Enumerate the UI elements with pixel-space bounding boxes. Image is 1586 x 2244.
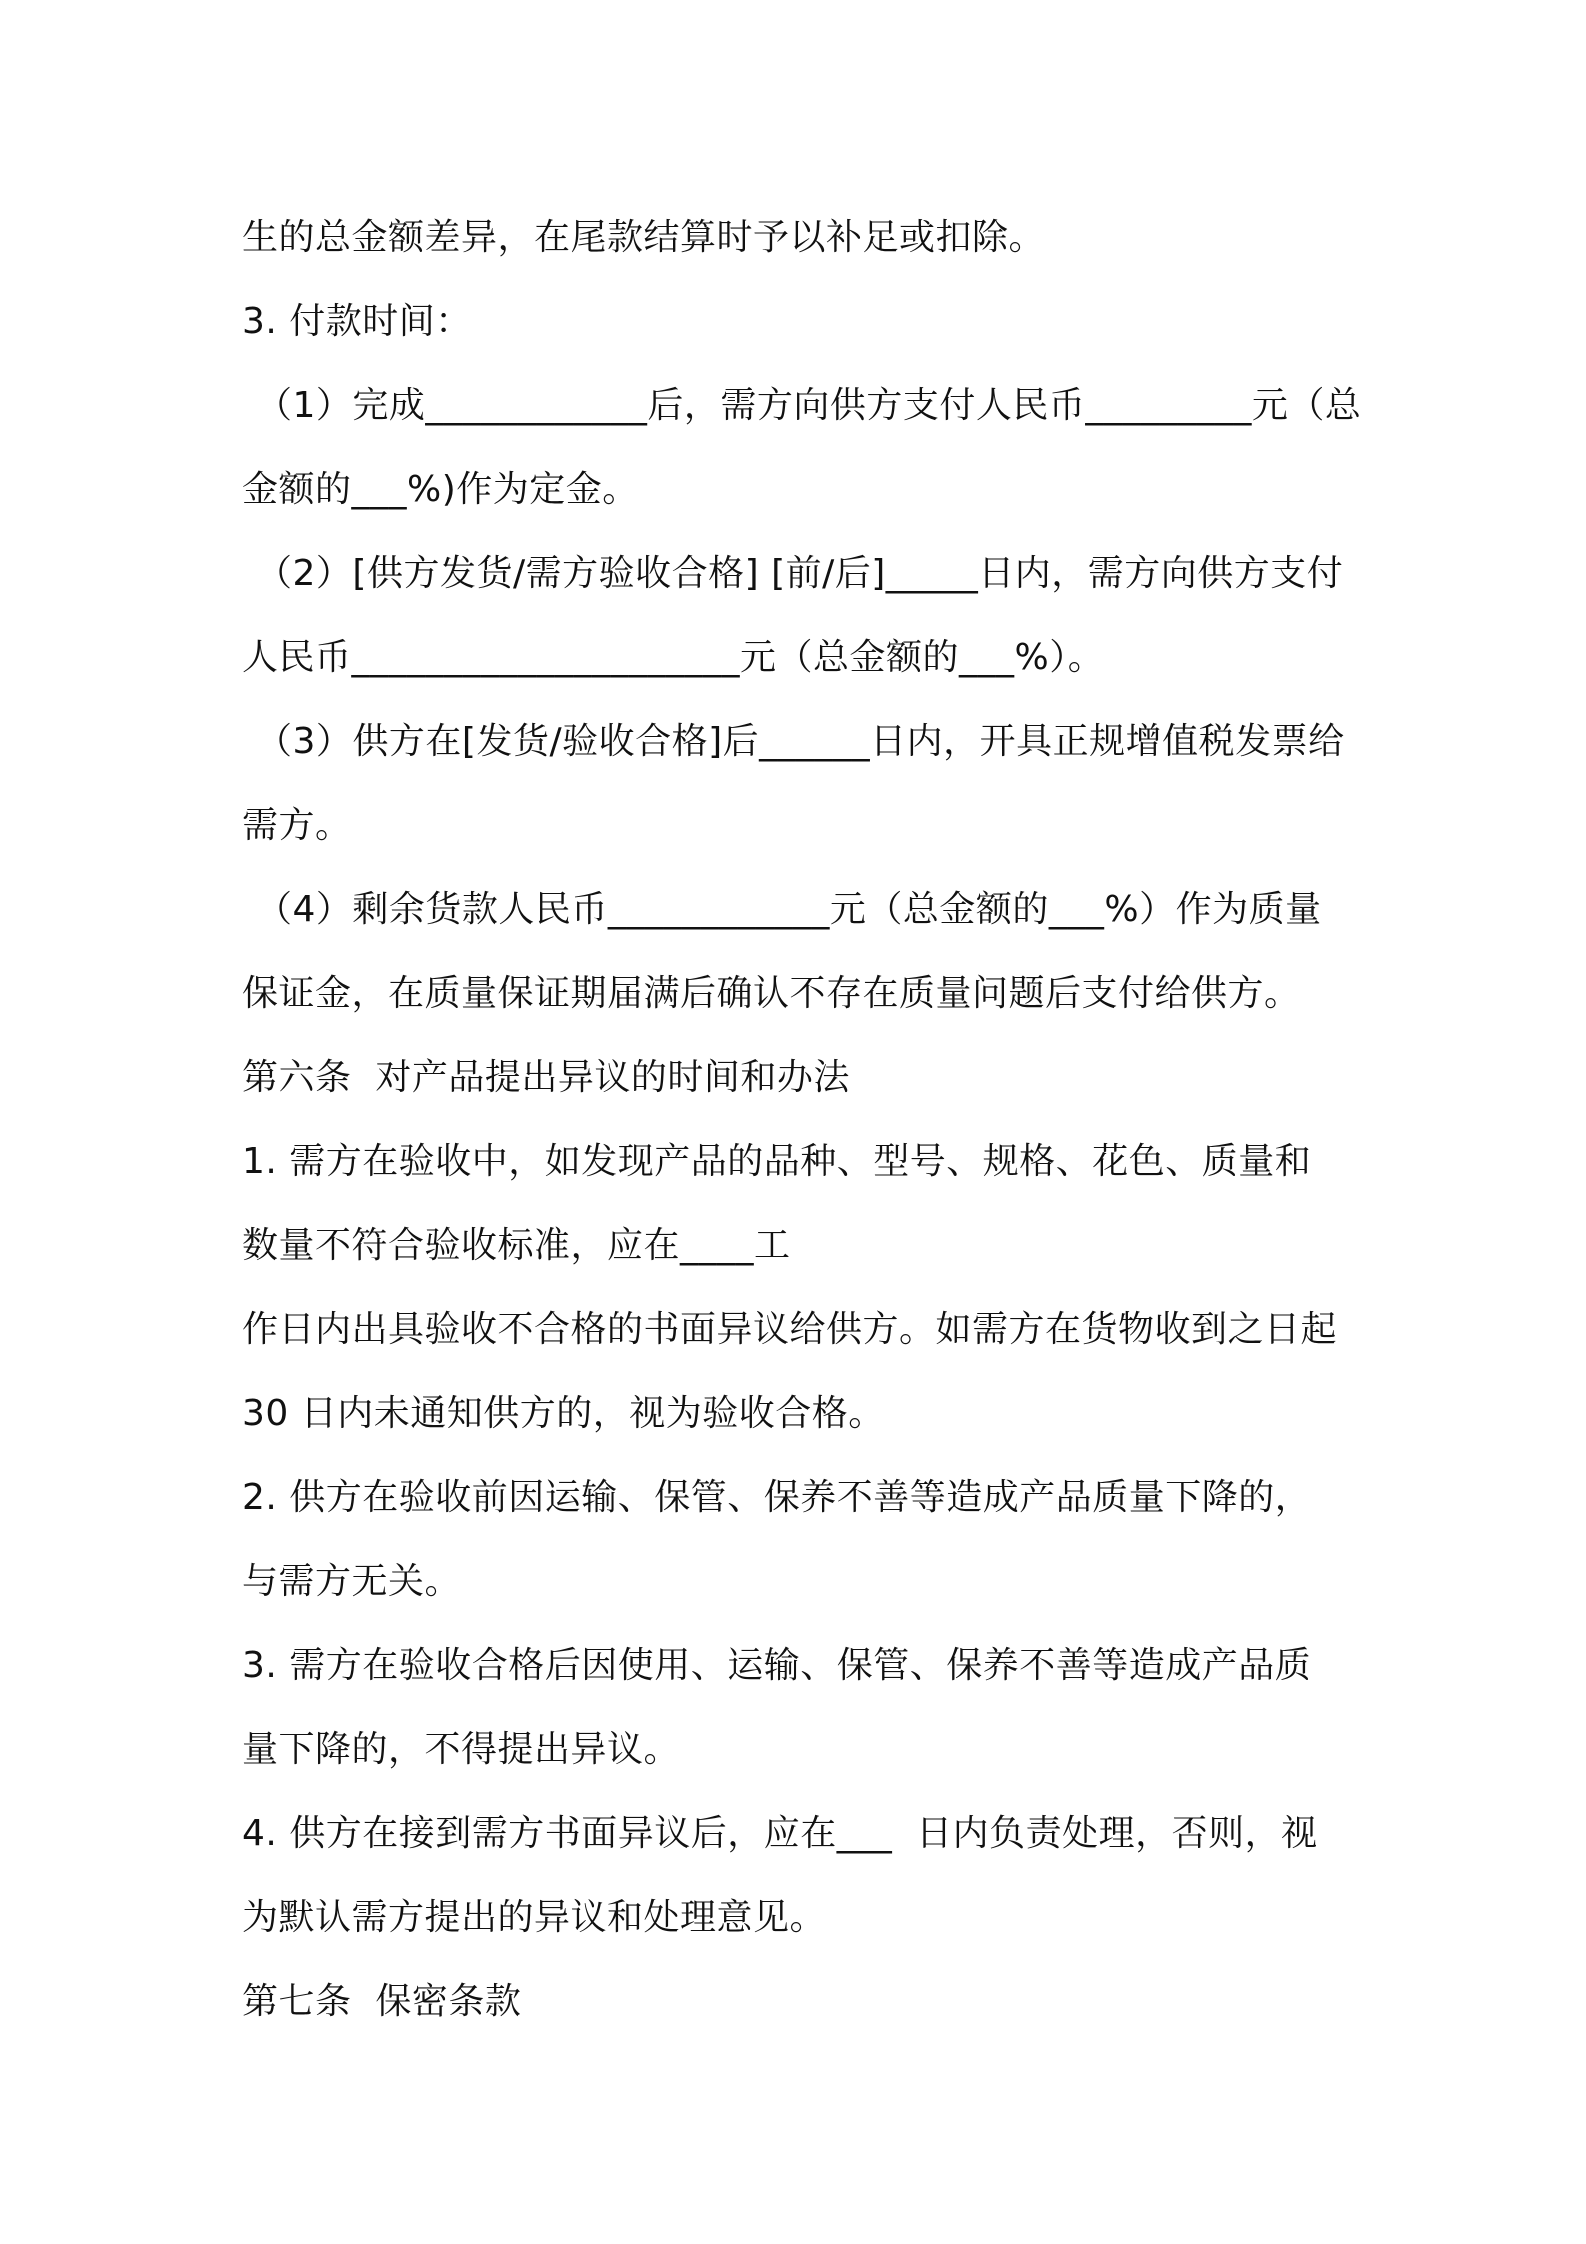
article-6-item-3-line: 量下降的，不得提出异议。 (242, 1729, 681, 1770)
clause-4-line: 保证金，在质量保证期届满后确认不存在质量问题后支付给供方。 (242, 973, 1301, 1014)
article-6-item-4-line: 为默认需方提出的异议和处理意见。 (242, 1897, 827, 1938)
article-6-heading: 第六条 对产品提出异议的时间和办法 (242, 1057, 850, 1098)
article-6-item-1-line: 数量不符合验收标准，应在____工 (242, 1225, 791, 1266)
clause-4-line: （4）剩余货款人民币____________元（总金额的___%）作为质量 (256, 889, 1322, 930)
article-6-item-1-line: 1. 需方在验收中，如发现产品的品种、型号、规格、花色、质量和 (242, 1141, 1312, 1182)
article-6-item-4-line: 4. 供方在接到需方书面异议后，应在___ 日内负责处理，否则，视 (242, 1813, 1318, 1854)
article-6-item-3-line: 3. 需方在验收合格后因使用、运输、保管、保养不善等造成产品质 (242, 1645, 1312, 1686)
article-6-item-2-line: 与需方无关。 (242, 1561, 462, 1602)
clause-2-line: （2）[供方发货/需方验收合格] [前/后]_____日内，需方向供方支付 (256, 553, 1344, 594)
clause-1-line: （1）完成____________后，需方向供方支付人民币_________元（总 (256, 385, 1362, 426)
article-6-item-1-line: 30 日内未通知供方的，视为验收合格。 (242, 1393, 885, 1434)
article-6-item-2-line: 2. 供方在验收前因运输、保管、保养不善等造成产品质量下降的， (242, 1477, 1312, 1518)
document-body (242, 196, 1362, 2044)
article-7-heading: 第七条 保密条款 (242, 1981, 522, 2022)
clause-3-line: 需方。 (242, 805, 352, 846)
clause-1-line: 金额的___%)作为定金。 (242, 469, 639, 510)
clause-2-line: 人民币_____________________元（总金额的___%）。 (242, 637, 1105, 678)
text-line: 生的总金额差异，在尾款结算时予以补足或扣除。 (242, 217, 1046, 258)
payment-time-heading: 3. 付款时间： (242, 301, 472, 342)
clause-3-line: （3）供方在[发货/验收合格]后______日内，开具正规增值税发票给 (256, 721, 1345, 762)
article-6-item-1-line: 作日内出具验收不合格的书面异议给供方。如需方在货物收到之日起 (242, 1309, 1338, 1350)
